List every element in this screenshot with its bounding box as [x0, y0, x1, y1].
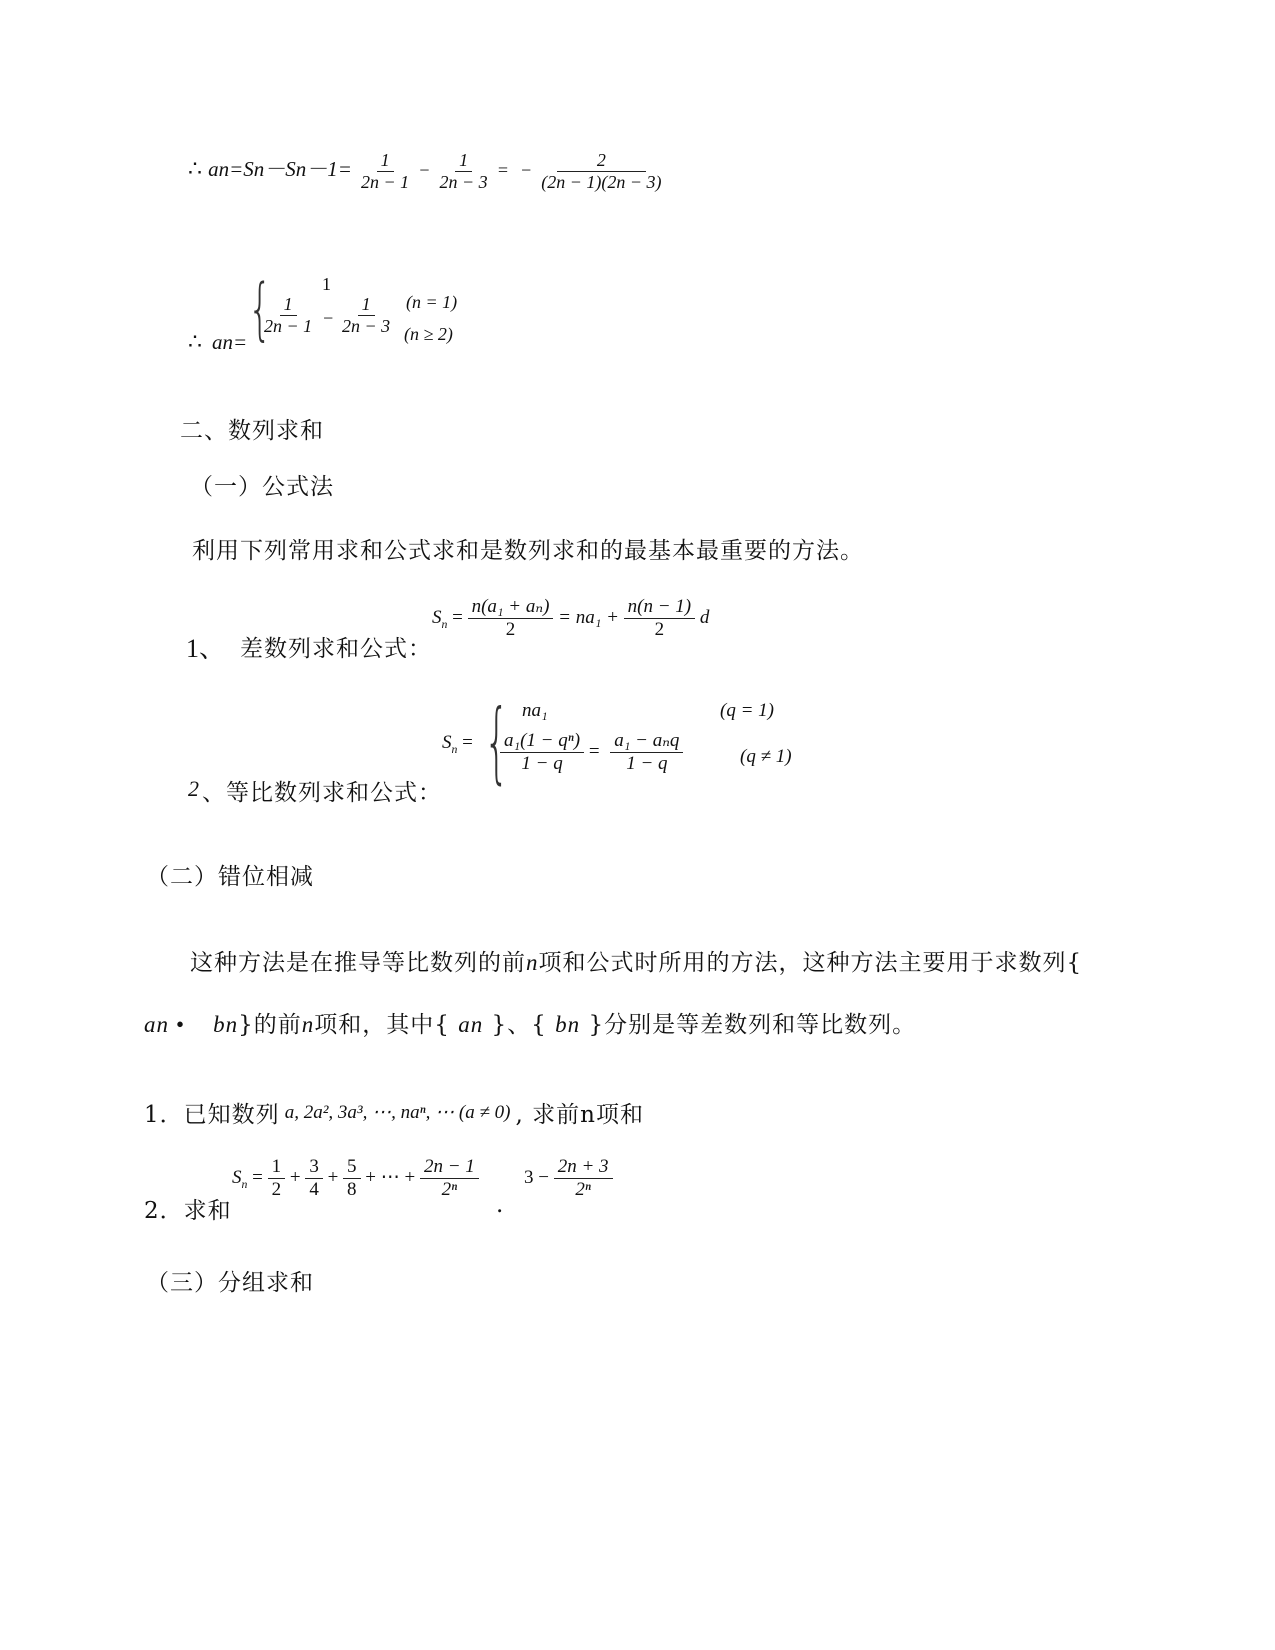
- geometric-sum-formula: $\frac{\text{a₁(1 − qⁿ)}}{1 - q}$ = $\frac{\text{a₁ − aₙq}}{1 - q}$: [500, 730, 683, 776]
- fraction-1-over-2n-3: $\frac{1}{2n - 3}$: [439, 150, 488, 192]
- arithmetic-sum-formula: $S_n$ = $\frac{\text{n(a₁ + aₙ)}}{2}$ = na₁ + $\frac{n(n - 1)}{2}$ d: [432, 596, 710, 640]
- therefore-symbol: ∴: [188, 330, 203, 355]
- fraction-2-over-product: $\frac{2}{(2n - 1)(2n - 3)}$: [541, 150, 662, 192]
- intro-paragraph: 利用下列常用求和公式求和是数列求和的最基本最重要的方法。: [192, 538, 864, 564]
- arithmetic-sum-item: 1、 差数列求和公式： $S_n$ = $\frac{\text{n(a₁ + aₙ)}}{2}$ = na₁ + $\frac{n(n - 1)}{2}$ d: [186, 596, 710, 663]
- left-brace: {: [484, 690, 510, 793]
- subsection-formula-method: （一）公式法: [190, 474, 334, 500]
- example-1-sequence: a, 2a², 3a³, ⋯, naⁿ, ⋯ (a ≠ 0): [284, 1102, 511, 1123]
- fraction-n-a1-an-over-2: $\frac{\text{n(a₁ + aₙ)}}{2}$: [468, 596, 554, 642]
- equation-an-difference: ∴ an=Sn－Sn－1= $\frac{1}{2n - 1}$ − $\frac{1}{2n - 3}$ = − $\frac{2}{(2n - 1)(2n - 3)}$: [188, 150, 666, 193]
- equation-lhs: an=: [212, 330, 248, 354]
- paragraph-line-2: an • bn}的前n项和，其中{ an }、{ bn }分别是等差数列和等比数列。: [144, 1012, 917, 1038]
- fraction-a1-anq-over-1-q: $\frac{\text{a₁ − aₙq}}{1 - q}$: [610, 730, 683, 776]
- therefore-symbol: ∴: [188, 157, 203, 183]
- example-2: 2．求和 $S_n$ = $\frac{1}{2}$ + $\frac{3}{4}$ + $\frac{5}{8}$ + ⋯ + $\frac{2n - 1}{\text{2ⁿ}}$ . 3 − $\frac{2n + 3}{\text{2ⁿ}}$: [144, 1156, 644, 1220]
- example-2-answer: 3 − $\frac{2n + 3}{\text{2ⁿ}}$: [524, 1156, 613, 1202]
- subsection-grouped-sum: （三）分组求和: [146, 1270, 314, 1296]
- equation-lhs: an=Sn－Sn－1=: [208, 157, 352, 182]
- fraction-a1-1-qn-over-1-q: $\frac{\text{a₁(1 − qⁿ)}}{1 - q}$: [500, 730, 584, 776]
- example-2-sum: $S_n$ = $\frac{1}{2}$ + $\frac{3}{4}$ + $\frac{5}{8}$ + ⋯ + $\frac{2n - 1}{\text{2ⁿ}}$: [232, 1156, 479, 1202]
- geometric-sum-item: 2 、等比数列求和公式： $S_n$ = { na₁ (q = 1) $\frac{\text{a₁(1 − qⁿ)}}{1 - q}$ = $\frac{\text{a₁ − aₙq}}{1 - q}$ (q ≠ 1): [188, 690, 792, 806]
- left-brace: {: [248, 270, 272, 349]
- fraction-1-over-2n-1: $\frac{1}{2n - 1}$: [361, 150, 410, 192]
- subsection-misaligned-subtraction: （二）错位相减: [146, 864, 314, 890]
- fraction-1-over-2n-1: $\frac{1}{2n - 1}$: [264, 294, 313, 336]
- section-heading: 二、数列求和: [180, 418, 324, 444]
- paragraph-line-1: 这种方法是在推导等比数列的前n项和公式时所用的方法，这种方法主要用于求数列{: [190, 950, 1083, 976]
- fraction-n-n-1-over-2: $\frac{n(n - 1)}{2}$: [624, 596, 695, 642]
- example-1: 1．已知数列 a, 2a², 3a³, ⋯, naⁿ, ⋯ (a ≠ 0) , 求前n项和: [144, 1102, 644, 1128]
- fraction-1-over-2n-3: $\frac{1}{2n - 3}$: [342, 294, 391, 336]
